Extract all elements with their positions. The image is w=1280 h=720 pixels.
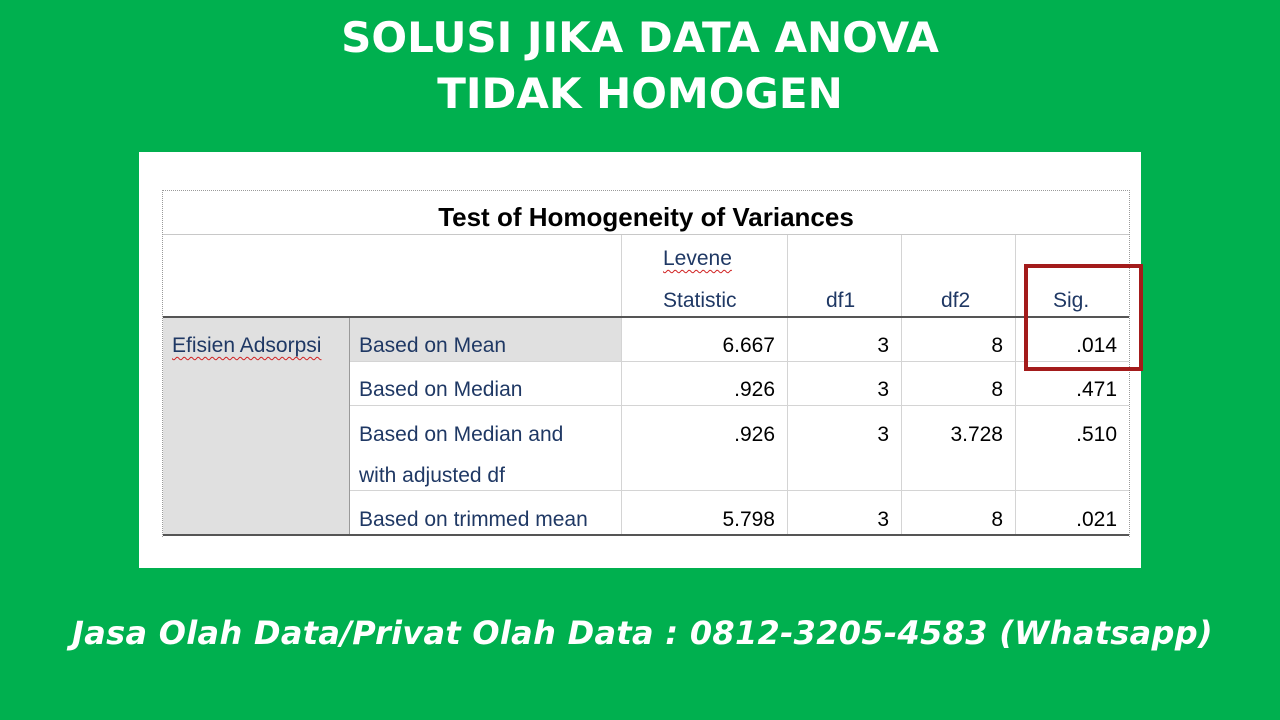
sig-mean: .014 [1076, 334, 1117, 357]
row-label-median-adjusted-2: with adjusted df [359, 464, 505, 487]
levene-median-adjusted: .926 [734, 423, 775, 446]
grid-line [350, 490, 1129, 491]
row-label-mean: Based on Mean [359, 334, 507, 357]
df2-trimmed-mean: 8 [991, 508, 1003, 531]
df2-header: df2 [941, 289, 971, 312]
row-label-trimmed-mean: Based on trimmed mean [359, 508, 588, 531]
sig-highlight-box [1024, 264, 1143, 371]
df1-median: 3 [877, 378, 889, 401]
sig-median-adjusted: .510 [1076, 423, 1117, 446]
levene-median: .926 [734, 378, 775, 401]
df2-median: 8 [991, 378, 1003, 401]
variable-label: Efisien Adsorpsi [172, 334, 322, 357]
levene-header-line-1: Levene [663, 247, 732, 270]
grid-line [350, 405, 1129, 406]
homogeneity-table [162, 190, 1130, 537]
levene-header-line-2: Statistic [663, 289, 737, 312]
df1-mean: 3 [877, 334, 889, 357]
df1-header: df1 [826, 289, 856, 312]
levene-trimmed-mean: 5.798 [722, 508, 775, 531]
sig-trimmed-mean: .021 [1076, 508, 1117, 531]
sig-header: Sig. [1053, 289, 1090, 312]
footer-contact: Jasa Olah Data/Privat Olah Data : 0812-3205-4583 (Whatsapp) [72, 614, 1213, 652]
bottom-rule [163, 534, 1129, 536]
header-rule [163, 316, 1129, 318]
df1-median-adjusted: 3 [877, 423, 889, 446]
df2-mean: 8 [991, 334, 1003, 357]
row-label-median: Based on Median [359, 378, 523, 401]
headline-line-2: TIDAK HOMOGEN [437, 69, 843, 118]
df2-median-adjusted: 3.728 [950, 423, 1003, 446]
headline-line-1: SOLUSI JIKA DATA ANOVA [341, 13, 939, 62]
df1-trimmed-mean: 3 [877, 508, 889, 531]
table-title: Test of Homogeneity of Variances [163, 191, 1129, 235]
levene-mean: 6.667 [722, 334, 775, 357]
grid-line [350, 361, 1129, 362]
grid-line [349, 318, 350, 535]
sig-median: .471 [1076, 378, 1117, 401]
row-label-median-adjusted-1: Based on Median and [359, 423, 564, 446]
